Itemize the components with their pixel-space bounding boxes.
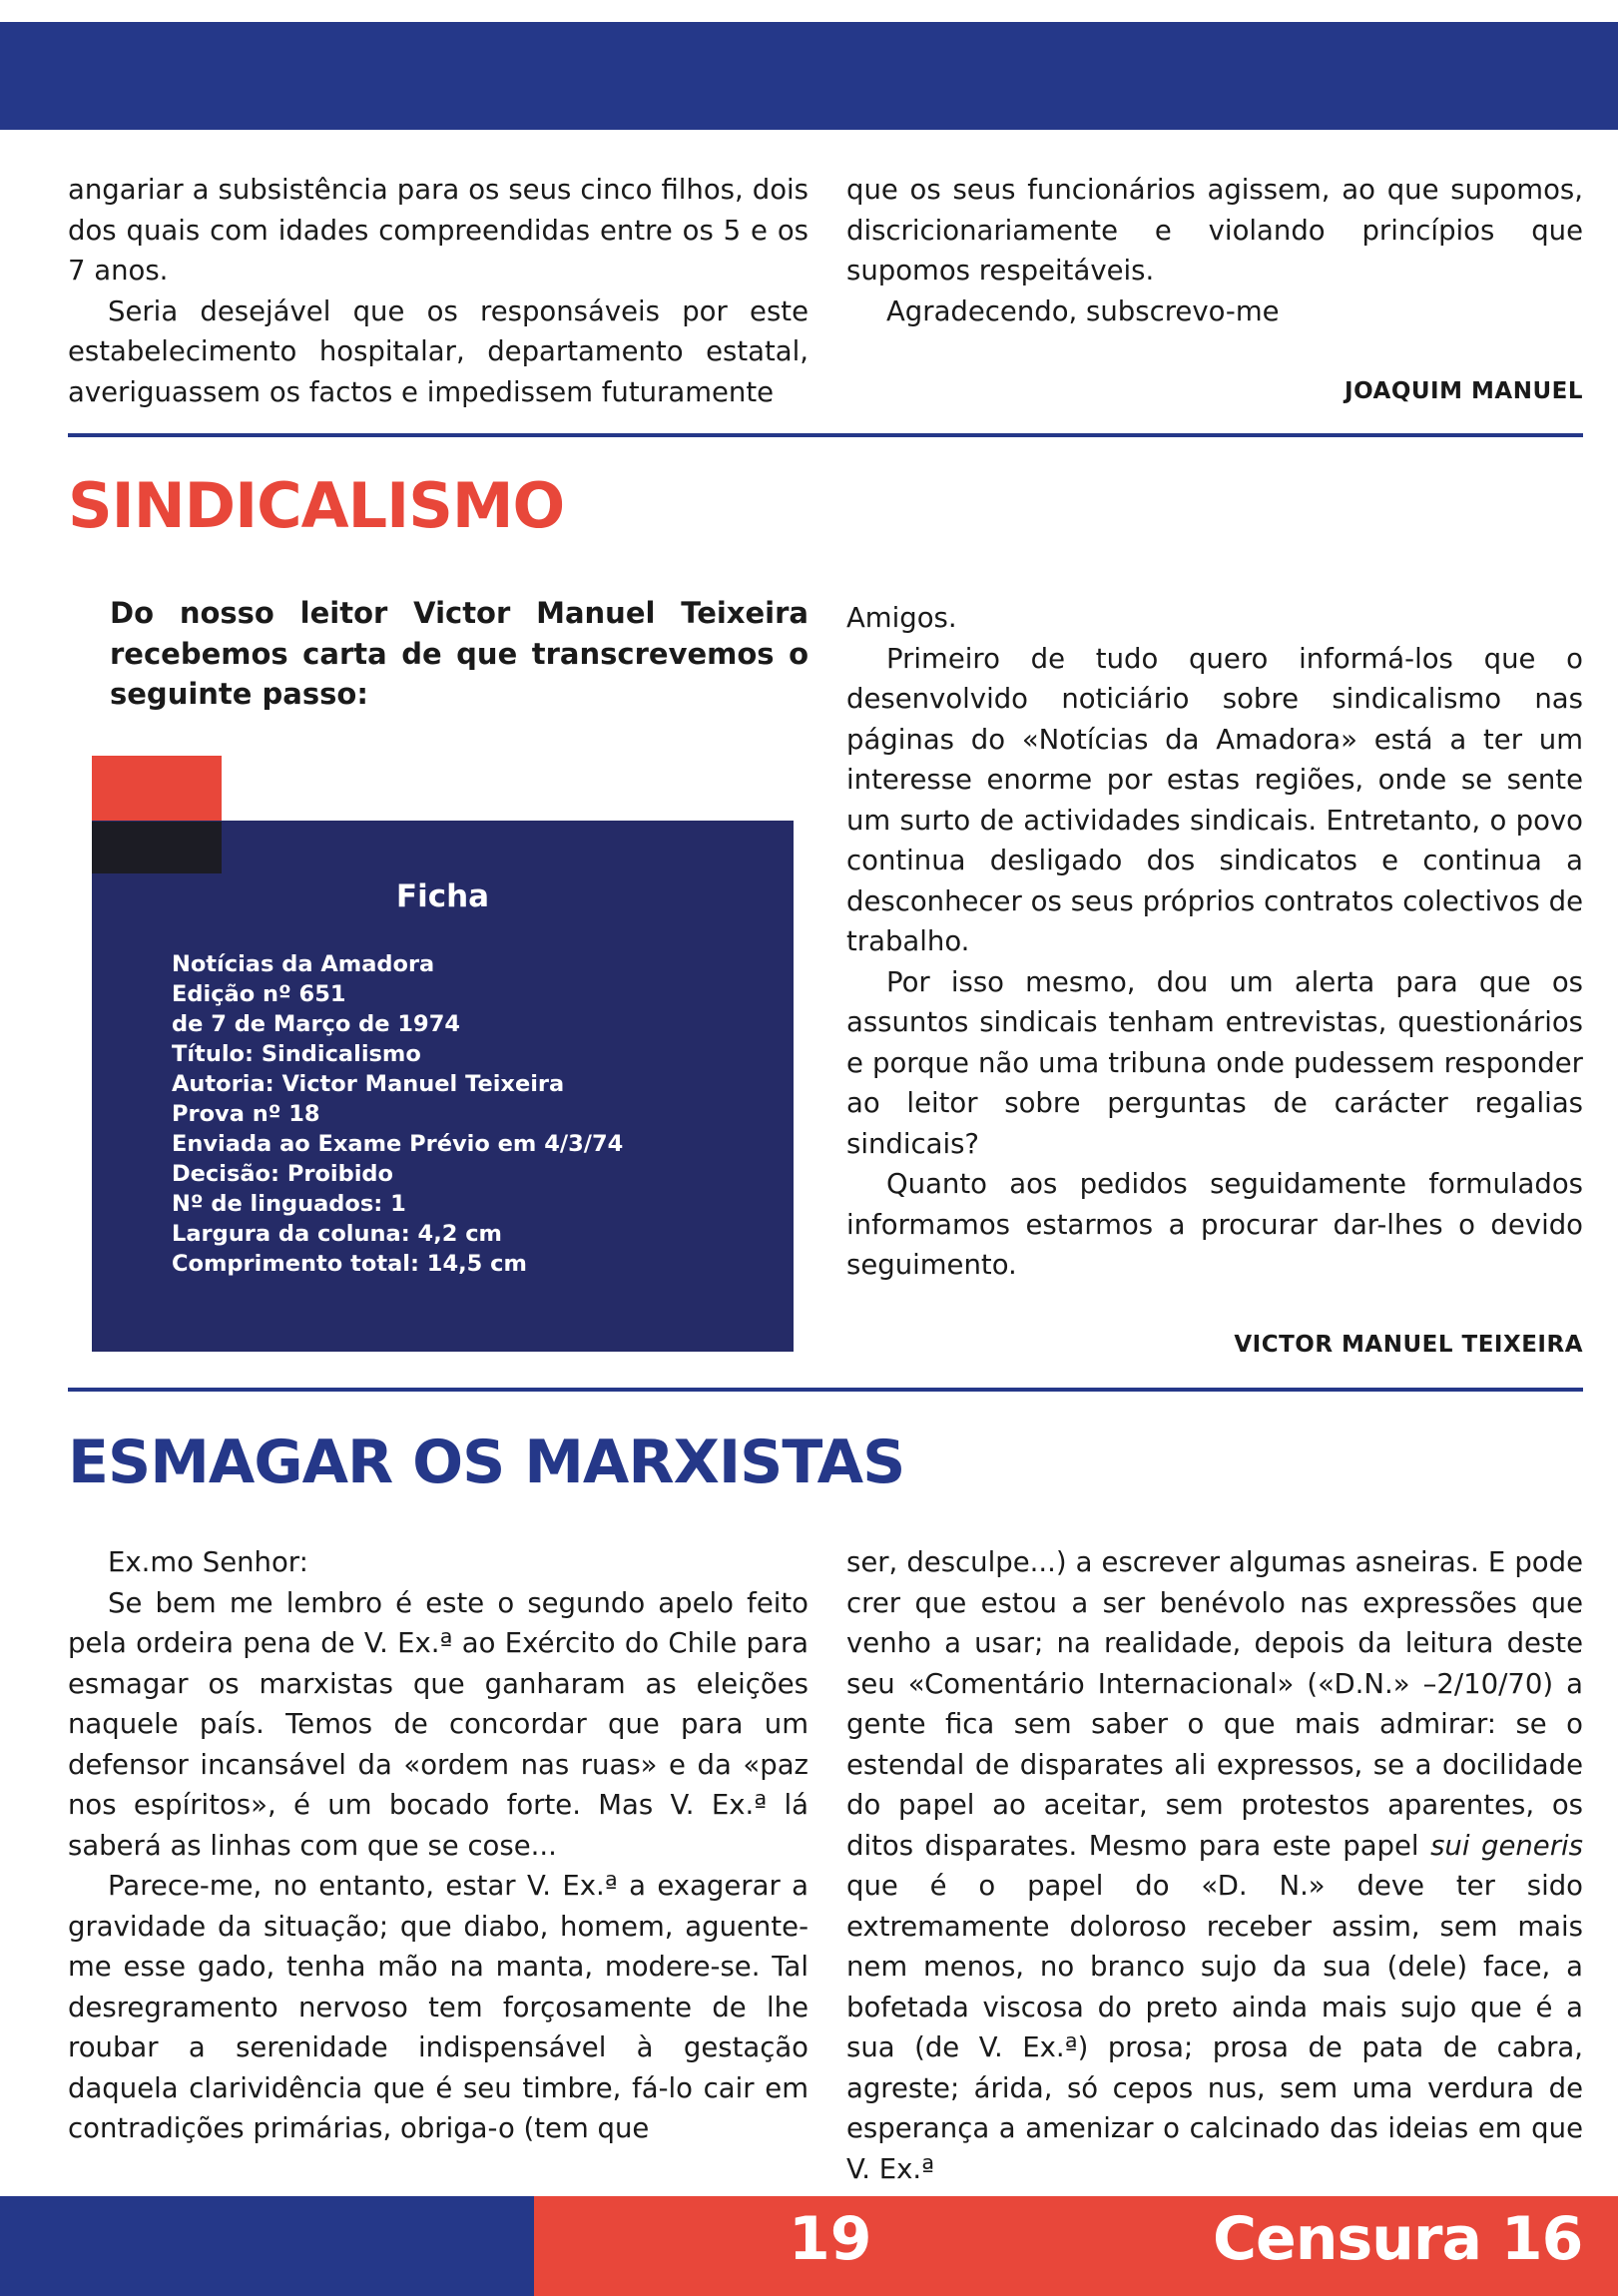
letter-salutation: Amigos. — [846, 602, 957, 634]
paragraph: Se bem me lembro é este o segundo apelo feito pela ordeira pena de V. Ex.ª ao Exército do Chile para esmagar os marxistas que ganharam as eleições naquele país. Temos de concordar que para um defensor incansável da «ordem nas ruas» e da «paz nos espíritos», é um bocado forte. Mas V. Ex.ª lá saberá as linhas com que se cose... — [68, 1586, 809, 1862]
ficha-details — [172, 949, 623, 1279]
ficha-line: de 7 de Março de 1974 — [172, 1011, 461, 1037]
paragraph: que os seus funcionários agissem, ao que supomos, discricionariamente e violando princípios que supomos respeitáveis. — [846, 174, 1583, 287]
ficha-line: Decisão: Proibido — [172, 1161, 393, 1187]
paragraph: Primeiro de tudo quero informá-los que o desenvolvido noticiário sobre sindicalismo nas páginas do «Notícias da Amadora» está a ter um interesse enorme por estas regiões, onde se sente um surto de actividades sindicais. Entretanto, o povo continua desligado dos sindicatos e continua a desconhecer os seus próprios contratos colectivos de trabalho. — [846, 642, 1583, 957]
ficha-line: Notícias da Amadora — [172, 951, 435, 977]
esmagar-left-column — [68, 1542, 809, 2149]
ficha-line: Nº de linguados: 1 — [172, 1191, 406, 1217]
top-article-right-column — [846, 170, 1583, 331]
ficha-line: Edição nº 651 — [172, 981, 346, 1007]
paragraph: Seria desejável que os responsáveis por este estabelecimento hospitalar, departamento estatal, averiguassem os factos e impedissem futuramente — [68, 294, 809, 408]
signature-victor-manuel-teixeira: VICTOR MANUEL TEIXEIRA — [1234, 1332, 1583, 1358]
paragraph: Por isso mesmo, dou um alerta para que os assuntos sindicais tenham entrevistas, questionários e porque não uma tribuna onde pudessem responder ao leitor sobre perguntas de carácter regalias sindicais? — [846, 965, 1583, 1160]
sindicalismo-letter — [846, 598, 1583, 1286]
page-number: 19 — [789, 2204, 872, 2274]
ficha-tab-red — [92, 756, 222, 822]
ficha-line: Comprimento total: 14,5 cm — [172, 1251, 527, 1277]
section-divider — [68, 1388, 1583, 1392]
ficha-line: Prova nº 18 — [172, 1101, 320, 1127]
paragraph: Quanto aos pedidos seguidamente formulados informamos estarmos a procurar dar-lhes o devido seguimento. — [846, 1168, 1583, 1281]
top-article-left-column — [68, 170, 809, 412]
paragraph: Agradecendo, subscrevo-me — [886, 294, 1280, 327]
section-divider — [68, 433, 1583, 437]
ficha-line: Autoria: Victor Manuel Teixeira — [172, 1071, 565, 1097]
paragraph: Parece-me, no entanto, estar V. Ex.ª a exagerar a gravidade da situação; que diabo, homem, aguente-me esse gado, tenha mão na manta, modere-se. Tal desregramento nervoso tem forçosamente de lhe roubar a serenidade indispensável à gestação daquela clarividência que é seu timbre, fá-lo cair em contradições primárias, obriga-o (tem que — [68, 1870, 809, 2144]
ficha-title: Ficha — [395, 878, 490, 914]
ficha-tab-black — [92, 822, 222, 873]
letter-salutation: Ex.mo Senhor: — [108, 1546, 308, 1578]
paragraph — [846, 1542, 1583, 2189]
headline-esmagar-os-marxistas: ESMAGAR OS MARXISTAS — [68, 1428, 905, 1497]
signature-joaquim-manuel: JOAQUIM MANUEL — [1345, 378, 1583, 404]
ficha-line: Largura da coluna: 4,2 cm — [172, 1221, 503, 1247]
publication-title: Censura 16 — [1213, 2204, 1583, 2274]
headline-sindicalismo: SINDICALISMO — [68, 469, 565, 542]
italic-phrase: sui generis — [1430, 1829, 1583, 1862]
footer-band-blue — [0, 2196, 534, 2296]
paragraph: angariar a subsistência para os seus cinco filhos, dois dos quais com idades compreendidas entre os 5 e os 7 anos. — [68, 174, 809, 287]
ficha-line: Título: Sindicalismo — [172, 1041, 421, 1067]
ficha-line: Enviada ao Exame Prévio em 4/3/74 — [172, 1131, 624, 1157]
sindicalismo-intro: Do nosso leitor Victor Manuel Teixeira recebemos carta de que transcrevemos o seguinte passo: — [110, 596, 809, 711]
top-color-band — [0, 22, 1618, 130]
text-run: ser, desculpe...) a escrever algumas asneiras. E pode crer que estou a ser benévolo nas expressões que venho a usar; na realidade, depois da leitura deste seu «Comentário Internacional» («D.N.» –2/10/70) a gente fica sem saber o que mais admirar: se o estendal de disparates ali expressos, se a docilidade do papel ao aceitar, sem protestos aparentes, os ditos disparates. Mesmo para este papel — [846, 1546, 1583, 1862]
esmagar-right-column — [846, 1542, 1583, 2189]
text-run: que é o papel do «D. N.» deve ter sido extremamente doloroso receber assim, sem mais nem menos, no branco sujo da sua (dele) face, a bofetada viscosa do preto ainda mais sujo que é a sua (de V. Ex.ª) prosa; prosa de pata de cabra, agreste; árida, só cepos nus, sem uma verdura de esperança a amenizar o calcinado das ideias em que V. Ex.ª — [846, 1870, 1583, 2185]
